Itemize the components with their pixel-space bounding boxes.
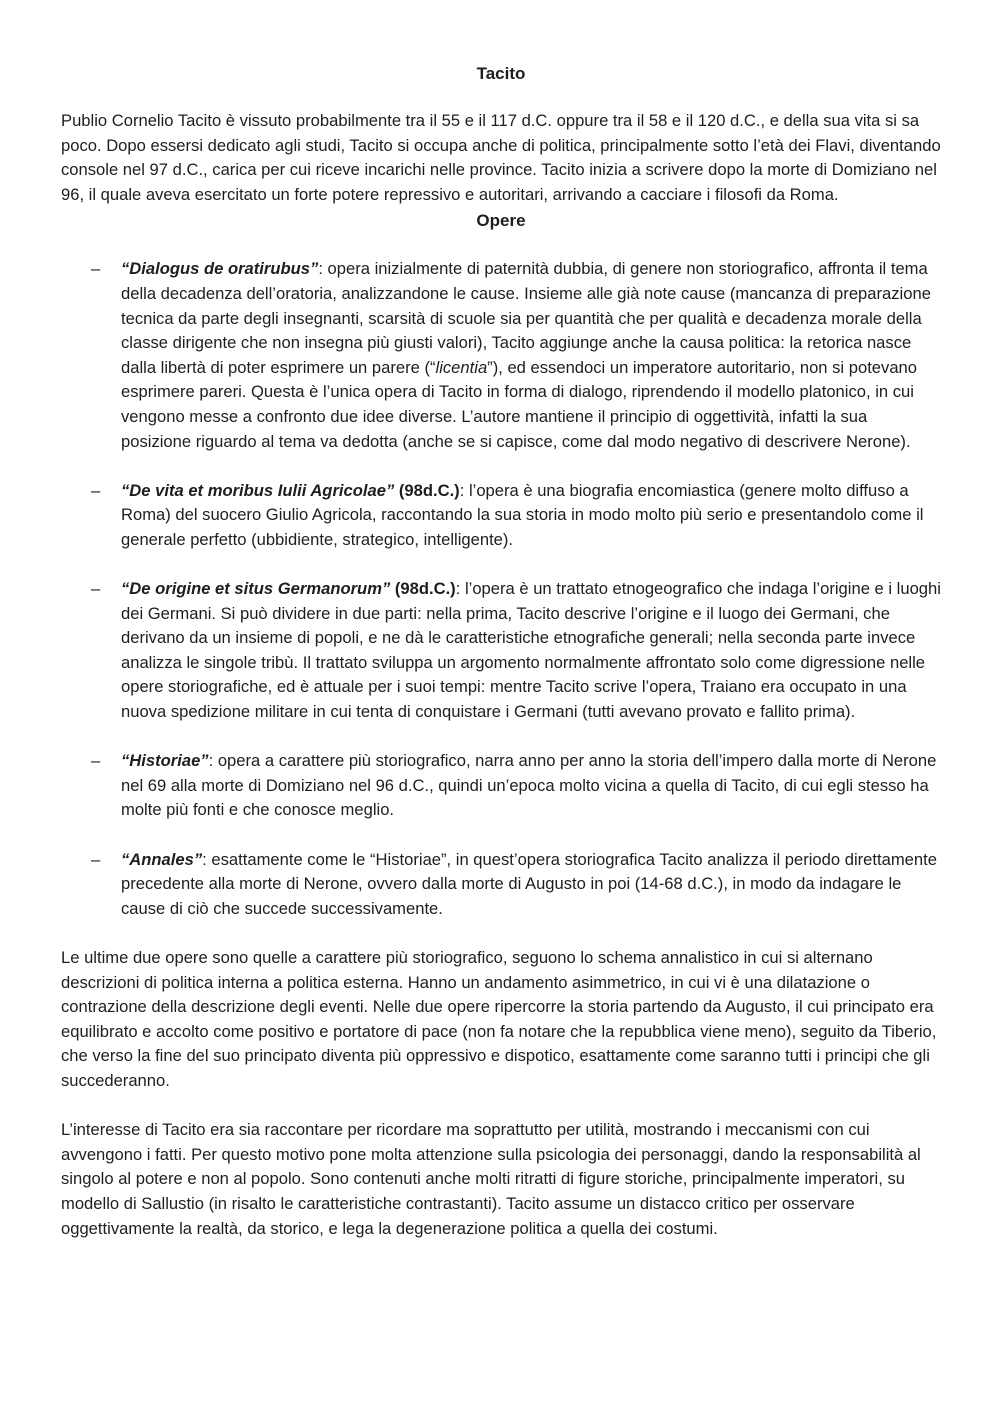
work-description: : opera a carattere più storiografico, narra anno per anno la storia dell’impero dalla morte di Nerone nel 69 alla morte di Domiziano nel 96 d.C., quindi un’epoca molto vicina a quella di Tacito, di cui egli stesso ha molte più fonti e che conosce meglio. <box>121 751 937 820</box>
dash-bullet: – <box>91 259 101 279</box>
list-item <box>61 257 941 454</box>
work-title: “Annales” <box>121 849 203 869</box>
work-title: “De vita et moribus Iulii Agricolae” <box>121 480 395 500</box>
list-item <box>61 479 941 553</box>
work-date: (98d.C.) <box>390 579 456 599</box>
body-paragraph: L’interesse di Tacito era sia raccontare per ricordare ma soprattutto per utilità, mostrando i meccanismi con cui avvengono i fatti. Per questo motivo pone molta attenzione sulla psicologia dei personaggi, dando la responsabilità al singolo al potere e non al popolo. Sono contenuti anche molti ritratti di figure storiche, principalmente imperatori, su modello di Sallustio (in risalto le caratteristiche contrastanti). Tacito assume un distacco critico per osservare oggettivamente la realtà, da storico, e lega la degenerazione politica a quella dei costumi. <box>61 1120 921 1238</box>
dash-bullet: – <box>91 751 101 771</box>
work-description: : l’opera è un trattato etnogeografico che indaga l’origine e i luoghi dei Germani. Si può dividere in due parti: nella prima, Tacito descrive l’origine e il luogo dei Germani, che derivano da un insieme di popoli, e ne dà le caratteristiche etnografiche generali; nella seconda parte invece analizza le singole tribù. Il trattato sviluppa un argomento normalmente affrontato solo come digressione nelle opere storiografiche, ed è attuale per i suoi tempi: mentre Tacito scrive l’opera, Traiano era occupato in una nuova spedizione militare in cui tenta di conquistare i Germani (tutti avevano provato e fallito prima). <box>121 579 941 722</box>
list-item <box>61 749 941 823</box>
work-title: “De origine et situs Germanorum” <box>121 579 391 599</box>
intro-paragraph: Publio Cornelio Tacito è vissuto probabilmente tra il 55 e il 117 d.C. oppure tra il 58 e il 120 d.C., e della sua vita si sa poco. Dopo essersi dedicato agli studi, Tacito si occupa anche di politica, principalmente sotto l’età dei Flavi, diventando console nel 97 d.C., carica per cui riceve incarichi nelle province. Tacito inizia a scrivere dopo la morte di Domiziano nel 96, il quale aveva esercitato un forte potere repressivo e autoritari, arrivando a cacciare i filosofi da Roma. <box>61 111 941 204</box>
work-title: “Historiae” <box>121 751 209 771</box>
body-paragraph: Le ultime due opere sono quelle a carattere più storiografico, seguono lo schema annalistico in cui si alternano descrizioni di politica interna a politica esterna. Hanno un andamento asimmetrico, in cui vi è una dilatazione o contrazione della descrizione degli eventi. Nelle due opere ripercorre la storia partendo da Augusto, il cui principato era equilibrato e accolto come positivo e portatore di pace (non fa notare che la repubblica viene meno), seguito da Tiberio, che verso la fine del suo principato diventa più oppressivo e dispotico, esattamente come saranno tutti i principi che gli succederanno. <box>61 948 937 1090</box>
dash-bullet: – <box>91 579 101 599</box>
work-description-cont: ”), ed essendoci un imperatore autoritario, non si potevano esprimere pareri. Questa è l’unica opera di Tacito in forma di dialogo, riprendendo il modello platonico, in cui vengono messe a confronto due idee diverse. L’autore mantiene il principio di oggettività, infatti la sua posizione riguardo al tema va dedotta (anche se si capisce, come dal modo negativo di descrivere Nerone). <box>121 357 918 451</box>
work-description: : opera inizialmente di paternità dubbia, di genere non storiografico, affronta il tema della decadenza dell’oratoria, analizzandone le cause. Insieme alle già note cause (mancanza di preparazione tecnica da parte degli insegnanti, scarsità di scuole sia per quantità che per qualità e decadenza morale della classe dirigente che non insegna più giusti valori), Tacito aggiunge anche la causa politica: la retorica nasce dalla libertà di poter esprimere un parere (“ <box>121 259 931 377</box>
work-description: : esattamente come le “Historiae”, in quest’opera storiografica Tacito analizza il periodo direttamente precedente alla morte di Nerone, ovvero dalla morte di Augusto in poi (14-68 d.C.), in modo da indagare le cause di ciò che succede successivamente. <box>121 849 937 918</box>
dash-bullet: – <box>91 849 101 869</box>
document-page <box>61 60 941 1241</box>
works-list <box>61 257 941 921</box>
work-date: (98d.C.) <box>394 480 460 500</box>
page-title: Tacito <box>476 64 526 83</box>
list-item <box>61 848 941 922</box>
section-title: Opere <box>476 211 526 231</box>
work-italic-term: licentia <box>435 357 488 377</box>
dash-bullet: – <box>91 480 101 500</box>
work-description: : l’opera è una biografia encomiastica (genere molto diffuso a Roma) del suocero Giulio Agricola, raccontando la sua storia in modo molto più serio e presentandolo come il generale perfetto (ubbidiente, strategico, intelligente). <box>121 480 924 549</box>
list-item <box>61 577 941 725</box>
work-title: “Dialogus de oratirubus” <box>121 259 319 279</box>
